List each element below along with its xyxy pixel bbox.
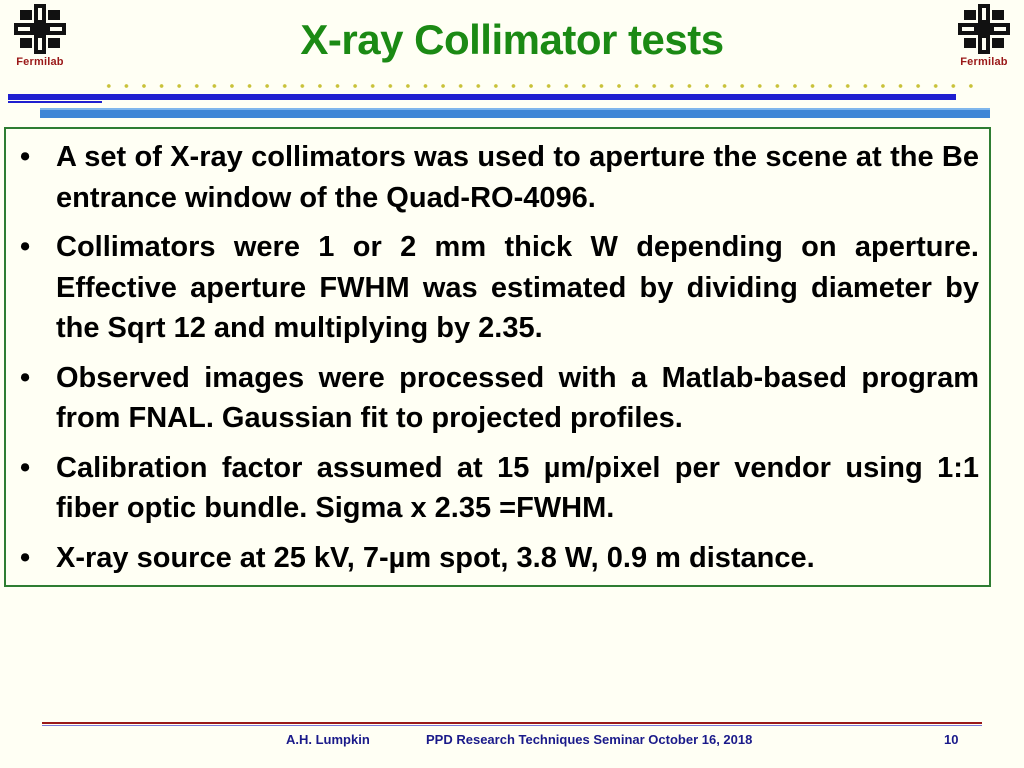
header-rule-light bbox=[40, 108, 990, 118]
bullet-list bbox=[20, 137, 979, 578]
bullet-item bbox=[20, 448, 979, 529]
bullet-glyph: • bbox=[20, 361, 31, 394]
bullet-item bbox=[20, 227, 979, 349]
dotted-divider bbox=[100, 80, 980, 92]
footer-rule bbox=[42, 722, 982, 724]
bullet-item bbox=[20, 358, 979, 439]
logo-label: Fermilab bbox=[16, 56, 64, 68]
bullet-text: X-ray source at 25 kV, 7-µm spot, 3.8 W, 0.9 m distance. bbox=[56, 541, 815, 574]
bullet-text: Calibration factor assumed at 15 µm/pixel per vendor using 1:1 fiber optic bundle. Sigma x 2.35 =FWHM. bbox=[56, 451, 979, 524]
bullet-item bbox=[20, 137, 979, 218]
content-box bbox=[4, 127, 991, 587]
bullet-glyph: • bbox=[20, 541, 31, 574]
bullet-item bbox=[20, 538, 979, 579]
footer-rule-secondary bbox=[42, 725, 982, 726]
bullet-text: A set of X-ray collimators was used to aperture the scene at the Be entrance window of the Quad-RO-4096. bbox=[56, 141, 979, 214]
bullet-text: Observed images were processed with a Matlab-based program from FNAL. Gaussian fit to projected profiles. bbox=[56, 361, 979, 434]
bullet-glyph: • bbox=[20, 451, 31, 484]
bullet-glyph: • bbox=[20, 141, 31, 173]
logo-label: Fermilab bbox=[960, 56, 1008, 68]
header-rule bbox=[8, 94, 956, 100]
footer-author: A.H. Lumpkin bbox=[286, 732, 370, 747]
bullet-text: Collimators were 1 or 2 mm thick W depending on aperture. Effective aperture FWHM was estimated by dividing diameter by the Sqrt 12 and multiplying by 2.35. bbox=[56, 231, 979, 344]
page-number: 10 bbox=[944, 732, 959, 747]
bullet-glyph: • bbox=[20, 231, 31, 263]
slide-title: X-ray Collimator tests bbox=[300, 16, 724, 63]
header-rule-accent bbox=[8, 101, 102, 103]
footer-talk-title: PPD Research Techniques Seminar October 16, 2018 bbox=[426, 732, 753, 747]
